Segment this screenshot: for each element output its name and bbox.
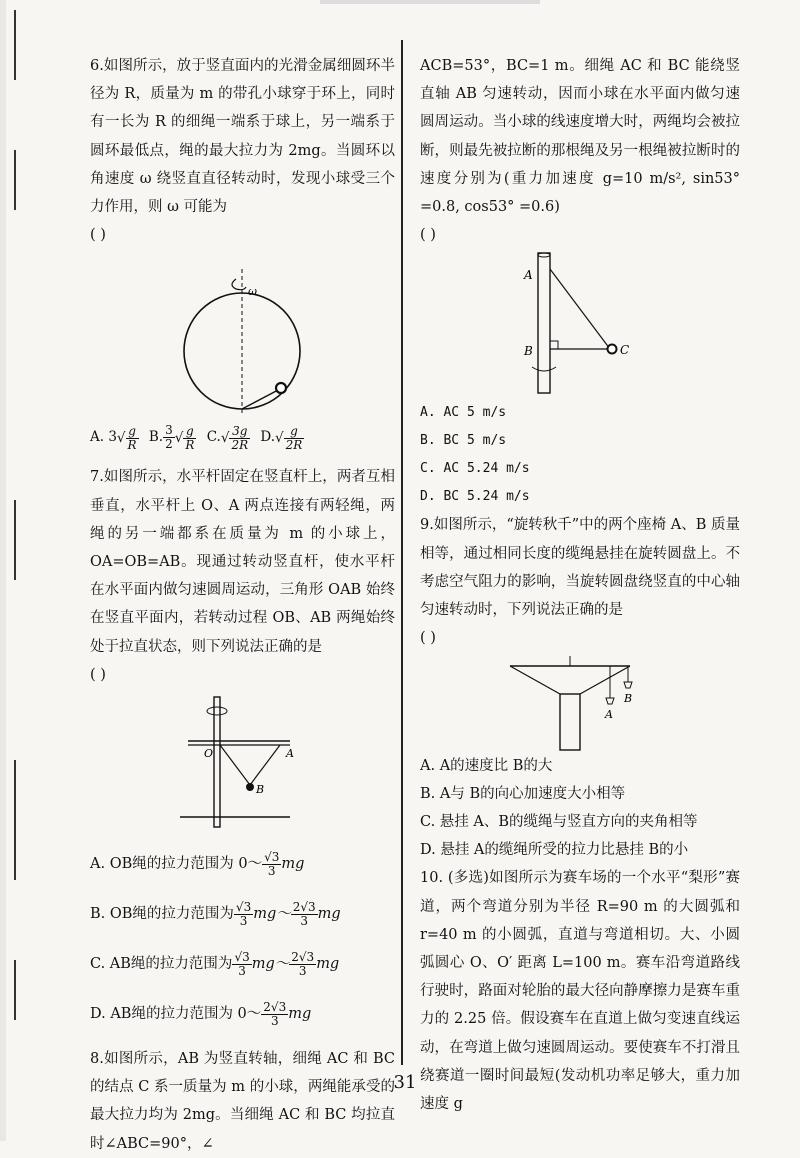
q8-option-c[interactable]: C. AC 5.24 m/s	[420, 461, 530, 477]
point-a-label: A	[286, 747, 294, 761]
ball	[246, 783, 254, 791]
column-divider	[401, 40, 403, 1065]
ball	[608, 345, 617, 354]
q8-stem-part2: ACB=53°，BC=1 m。细绳 AC 和 BC 能绕竖直轴 AB 匀速转动，因而小球在水平面内做匀速圆周运动。当小球的线速度增大时，两绳均会被拉断，则最先被拉断的那根绳及另一根绳被拉断时的速度分别为(重力加速度 g=10 m/s², sin53° =0.8, cos53° =0.6)	[420, 58, 740, 216]
omega-label: ω	[248, 285, 257, 299]
q8-option-d[interactable]: D. BC 5.24 m/s	[420, 489, 530, 505]
q6-ring-figure	[90, 249, 395, 417]
seat-b	[624, 682, 632, 688]
left-column	[90, 52, 395, 1158]
q9-option-c[interactable]: C. 悬挂 A、B的缆绳与竖直方向的夹角相等	[420, 814, 698, 831]
vertical-axis	[538, 253, 550, 393]
q8-option-b[interactable]: B. BC 5 m/s	[420, 433, 507, 449]
q9-stem: 9.如图所示，“旋转秋千”中的两个座椅 A、B 质量相等，通过相同长度的缆绳悬挂在旋转圆盘上。不考虑空气阻力的影响，当旋转圆盘绕竖直的中心轴匀速转动时，下列说法正确的是	[420, 517, 741, 619]
q7-rod-figure	[90, 689, 395, 839]
q9-swing-figure	[420, 652, 740, 752]
point-a-label: A	[524, 268, 533, 283]
q7-option-b[interactable]: B. OB绳的拉力范围为 $\frac{√3}{3}$ mg～ $\frac{2√3}{3}$ mg	[90, 899, 341, 928]
binding-mark	[14, 500, 16, 580]
q6-answer-paren: ( )	[90, 227, 106, 244]
binding-mark	[14, 760, 16, 880]
q6-option-c[interactable]: C.√ $\frac{3g}{2R}$	[206, 423, 249, 452]
q8-option-a[interactable]: A. AC 5 m/s	[420, 405, 507, 421]
q8-answer-paren: ( )	[420, 227, 436, 244]
seat-a	[606, 698, 614, 704]
q6-option-d[interactable]: D.√ $\frac{g}{2R}$	[260, 423, 303, 452]
rope-ab	[250, 745, 280, 785]
q7-answer-paren: ( )	[90, 666, 106, 683]
rope-ob	[220, 745, 250, 785]
q10-stem: 10. (多选)如图所示为赛车场的一个水平“梨形”赛道，两个弯道分别为半径 R=90 m 的大圆弧和 r=40 m 的小圆弧，直道与弯道相切。大、小圆弧圆心 O、O′ 距离 L=100 m。赛车沿弯道路线行驶时，路面对轮胎的最大径向静摩擦力是赛车重力的 2.25 倍。假设赛车在直道上做匀变速直线运动，在弯道上做匀速圆周运动。要使赛车不打滑且绕赛道一圈时间最短(发动机功率足够大，重力加速度 g	[420, 870, 740, 1113]
q6-option-a[interactable]: A. 3√ $\frac{g}{R}$	[90, 423, 137, 452]
q7-option-a[interactable]: A. OB绳的拉力范围为 0～ $\frac{√3}{3}$ mg	[90, 849, 305, 878]
q9-option-a[interactable]: A. A的速度比 B的大	[420, 758, 553, 775]
ball	[276, 383, 286, 393]
q6-stem: 6.如图所示，放于竖直面内的光滑金属细圆环半径为 R，质量为 m 的带孔小球穿于环上，同时有一长为 R 的细绳一端系于球上，另一端系于圆环最低点，绳的最大拉力为 2mg。当圆环以角速度 ω 绕竖直直径转动时，发现小球受三个力作用，则 ω 可能为	[90, 58, 395, 216]
point-b-label: B	[524, 344, 533, 359]
q7-option-c[interactable]: C. AB绳的拉力范围为 $\frac{√3}{3}$ mg～ $\frac{2√3}{3}$ mg	[90, 949, 340, 978]
rotation-arrow-icon	[207, 707, 227, 715]
binding-mark	[14, 960, 16, 1020]
rotation-arrow-icon	[232, 279, 246, 290]
point-b-label: B	[256, 783, 265, 797]
q8-axis-figure	[420, 249, 740, 399]
rope-ac	[550, 269, 610, 349]
seat-b-label: B	[624, 692, 633, 706]
point-o-label: O	[204, 747, 214, 761]
rotation-arrow-icon	[532, 367, 556, 371]
binding-mark	[14, 10, 16, 80]
seat-a-label: A	[605, 708, 613, 722]
point-c-label: C	[620, 343, 630, 358]
binding-mark	[14, 150, 16, 210]
center-column	[560, 694, 580, 750]
q9-option-b[interactable]: B. A与 B的向心加速度大小相等	[420, 786, 626, 803]
q9-answer-paren: ( )	[420, 630, 436, 647]
q6-options	[90, 423, 395, 463]
page-number: 31	[393, 1072, 417, 1093]
right-angle-mark	[550, 341, 558, 349]
vertical-rod	[214, 697, 220, 827]
q8-stem-part1: 8.如图所示，AB 为竖直转轴，细绳 AC 和 BC 的结点 C 系一质量为 m 的小球，两绳能承受的最大拉力均为 2mg。当细绳 AC 和 BC 均拉直时∠ABC=90°，∠	[90, 1051, 395, 1152]
right-column	[420, 52, 740, 1118]
q6-option-b[interactable]: B. $\frac{3}{2}$ √ $\frac{g}{R}$	[148, 423, 195, 452]
disc-support	[510, 666, 560, 694]
scan-top-mark	[320, 0, 540, 4]
scan-edge	[0, 0, 6, 1141]
disc-support	[580, 666, 630, 694]
q7-stem: 7.如图所示，水平杆固定在竖直杆上，两者互相垂直，水平杆上 O、A 两点连接有两轻绳，两绳的另一端都系在质量为 m 的小球上，OA=OB=AB。现通过转动竖直杆，使水平杆在水平面内做匀速圆周运动，三角形 OAB 始终在竖直平面内，若转动过程 OB、AB 两绳始终处于拉直状态，则下列说法正确的是	[90, 469, 395, 655]
q7-option-d[interactable]: D. AB绳的拉力范围为 0～ $\frac{2√3}{3}$ mg	[90, 999, 312, 1028]
q9-option-d[interactable]: D. 悬挂 A的缆绳所受的拉力比悬挂 B的小	[420, 842, 689, 859]
